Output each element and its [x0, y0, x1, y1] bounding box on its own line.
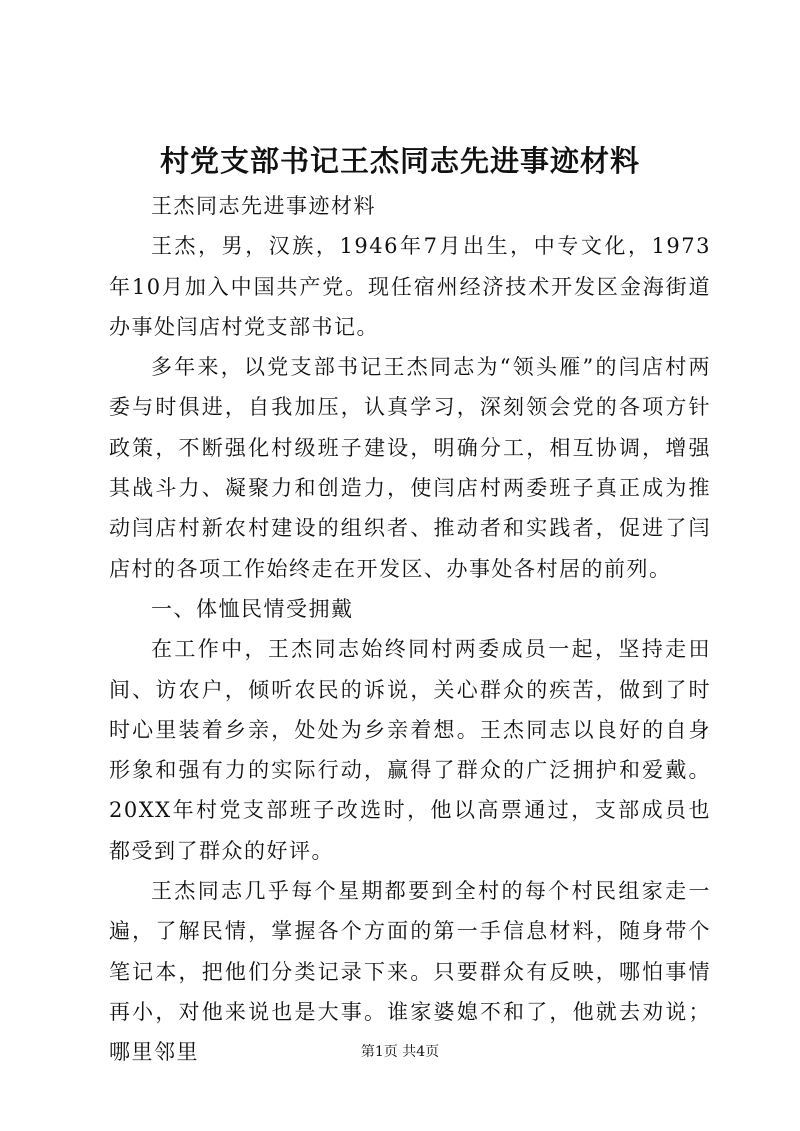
body-paragraph: 王杰，男，汉族，1946年7月出生，中专文化，1973年10月加入中国共产党。现任宿州经济技术开发区金海街道办事处闫店村党支部书记。 [109, 234, 711, 339]
page-footer: 第1页 共4页 [360, 1044, 440, 1060]
section-heading: 一、体恤民情受拥戴 [151, 596, 354, 621]
body-paragraph: 王杰同志几乎每个星期都要到全村的每个村民组家走一遍，了解民情，掌握各个方面的第一手信息材料，随身带个笔记本，把他们分类记录下来。只要群众有反映，哪怕事情再小，对他来说也是大事。谁家婆媳不和了，他就去劝说；哪里邻里 [109, 879, 711, 1065]
subtitle-paragraph: 王杰同志先进事迹材料 [151, 194, 376, 218]
body-paragraph: 在工作中，王杰同志始终同村两委成员一起，坚持走田间、访农户，倾听农民的诉说，关心群众的疾苦，做到了时时心里装着乡亲，处处为乡亲着想。王杰同志以良好的自身形象和强有力的实际行动，赢得了群众的广泛拥护和爱戴。20XX年村党支部班子改选时，他以高票通过，支部成员也都受到了群众的好评。 [109, 637, 711, 863]
document-title: 村党支部书记王杰同志先进事迹材料 [159, 144, 640, 178]
body-paragraph: 多年来，以党支部书记王杰同志为“领头雁”的闫店村两委与时俱进，自我加压，认真学习，深刻领会党的各项方针政策，不断强化村级班子建设，明确分工，相互协调，增强其战斗力、凝聚力和创造力，使闫店村两委班子真正成为推动闫店村新农村建设的组织者、推动者和实践者，促进了闫店村的各项工作始终走在开发区、办事处各村居的前列。 [109, 355, 711, 581]
document-body [109, 186, 711, 1073]
